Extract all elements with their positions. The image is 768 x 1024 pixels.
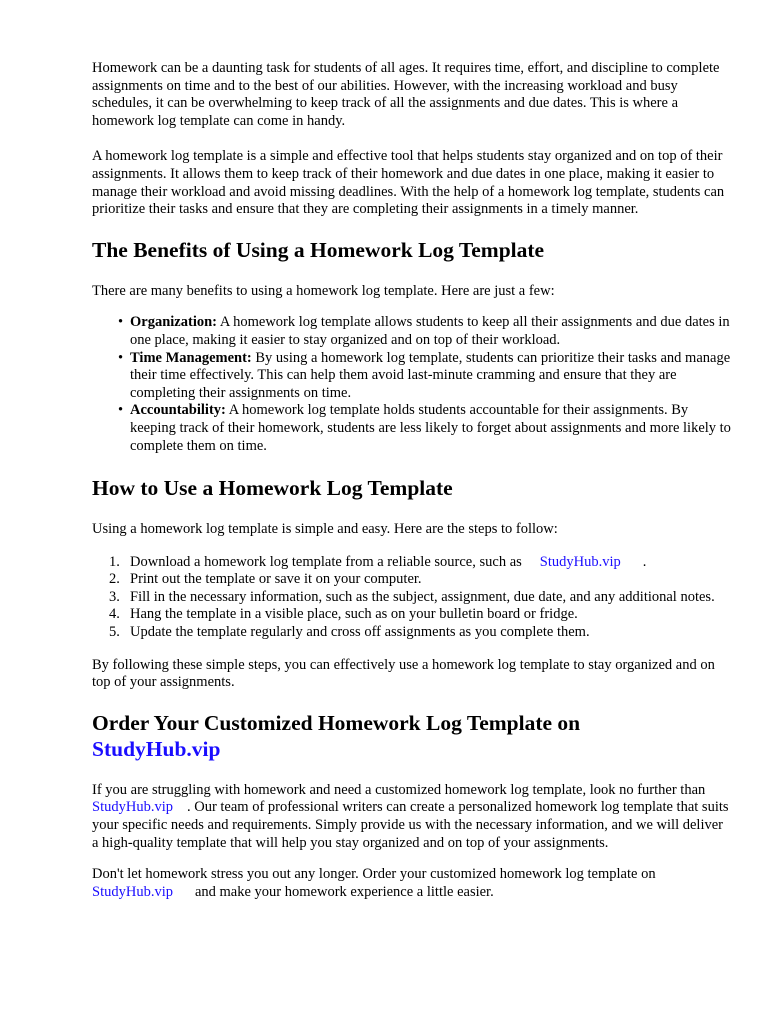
step-number: 4.: [109, 606, 120, 623]
intro-paragraph-2: A homework log template is a simple and effective tool that helps students stay organized and on top of their assignments. It allows them to keep track of their homework and due dates in one place, making it easier to manage their workload and avoid missing deadlines. With the help of a homework log template, students can prioritize their tasks and ensure that they are completing their assignments in a timely manner.: [92, 148, 725, 218]
order-heading: [92, 710, 732, 762]
order-p2-after: and make your homework experience a little easier.: [194, 883, 494, 900]
list-item: [118, 349, 732, 403]
benefits-lead: There are many benefits to using a homework log template. Here are just a few:: [92, 282, 555, 299]
howto-heading: How to Use a Homework Log Template: [92, 476, 453, 501]
step-text: Print out the template or save it on your computer.: [130, 571, 422, 588]
benefit-term: Accountability:: [130, 402, 226, 419]
order-paragraph-2: [92, 866, 732, 901]
benefits-list: [92, 314, 732, 455]
list-item: [109, 624, 732, 642]
studyhub-link[interactable]: StudyHub.vip: [92, 799, 173, 816]
bullet-icon: •: [118, 349, 124, 366]
step-text: Hang the template in a visible place, such as on your bulletin board or fridge.: [130, 606, 578, 623]
order-p1-before: If you are struggling with homework and need a customized homework log template, look no further than: [92, 781, 706, 798]
studyhub-heading-link[interactable]: StudyHub.vip: [92, 736, 221, 761]
howto-lead: Using a homework log template is simple and easy. Here are the steps to follow:: [92, 521, 558, 538]
list-item: [109, 606, 732, 624]
studyhub-link[interactable]: StudyHub.vip: [92, 883, 173, 900]
order-heading-text: Order Your Customized Homework Log Template on: [92, 710, 581, 735]
bullet-icon: •: [118, 402, 124, 419]
list-item: [109, 588, 732, 607]
benefit-term: Time Management:: [130, 349, 252, 366]
howto-follow: By following these simple steps, you can effectively use a homework log template to stay organized and on top of your assignments.: [92, 656, 715, 691]
list-item: [109, 553, 732, 572]
steps-list: [92, 554, 732, 642]
step-text: Fill in the necessary information, such as the subject, assignment, due date, and any additional notes.: [130, 588, 715, 605]
step-text: Update the template regularly and cross off assignments as you complete them.: [130, 624, 590, 641]
step-punct: .: [642, 553, 647, 570]
benefit-text: A homework log template allows students to keep all their assignments and due dates in one place, making it easier to stay organized and on top of their workload.: [130, 314, 730, 348]
benefit-text: A homework log template holds students accountable for their assignments. By keeping track of their homework, students are less likely to forget about assignments and more likely to complete them on time.: [130, 402, 731, 454]
studyhub-link[interactable]: StudyHub.vip: [539, 553, 621, 570]
bullet-icon: •: [118, 314, 124, 331]
document-page: [92, 60, 732, 901]
step-number: 1.: [109, 553, 120, 570]
list-item: [118, 402, 732, 455]
step-number: 5.: [109, 624, 120, 641]
order-p1-after: . Our team of professional writers can create a personalized homework log template that suits your specific needs and requirements. Simply provide us with the necessary information, and we will deliver a high-quality template that will help you stay organized and on top of your assignments.: [92, 799, 729, 851]
step-number: 3.: [109, 588, 120, 605]
order-paragraph-1: [92, 782, 732, 852]
list-item: [109, 571, 732, 589]
benefits-heading: The Benefits of Using a Homework Log Template: [92, 237, 545, 262]
step-text: Download a homework log template from a reliable source, such as: [130, 553, 522, 570]
list-item: [118, 314, 732, 349]
intro-paragraph-1: Homework can be a daunting task for students of all ages. It requires time, effort, and discipline to complete assignments on time and to the best of our abilities. However, with the increasing workload and busy schedules, it can be overwhelming to keep track of all the assignments and due dates. This is where a homework log template can come in handy.: [92, 60, 720, 129]
step-number: 2.: [109, 571, 120, 588]
order-p2-before: Don't let homework stress you out any longer. Order your customized homework log template on: [92, 866, 656, 883]
benefit-text: By using a homework log template, students can prioritize their tasks and manage their time effectively. This can help them avoid last-minute cramming and ensure that they are completing their assignments on time.: [130, 349, 731, 401]
benefit-term: Organization:: [130, 314, 217, 331]
